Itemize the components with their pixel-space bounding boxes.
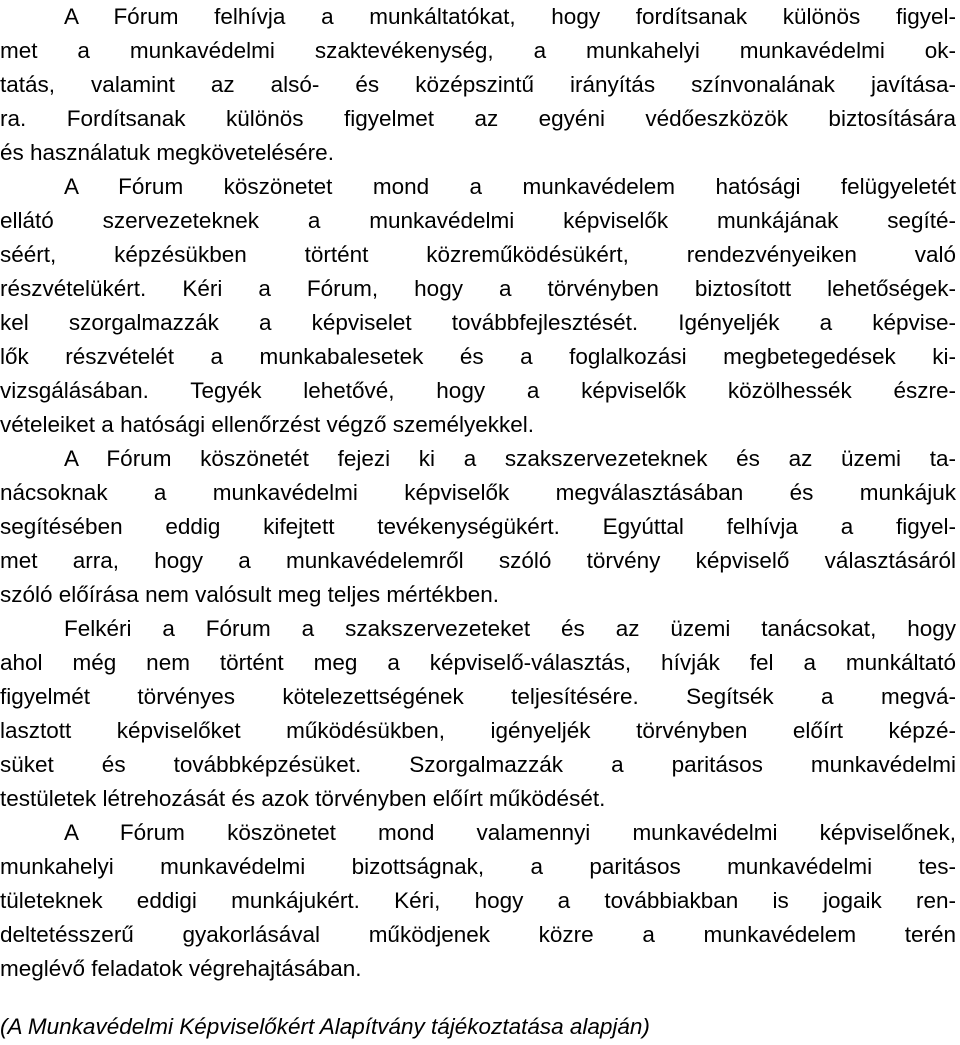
paragraph-4-line-1: Felkéri a Fórum a szakszervezeteket és az üzemi tanácsokat, hogy: [64, 616, 956, 641]
paragraph-1-line-2: met a munkavédelmi szaktevékenység, a munkahelyi munkavédelmi ok-: [0, 38, 956, 63]
paragraph-1-line-1: A Fórum felhívja a munkáltatókat, hogy fordítsanak különös figyel-: [64, 4, 956, 29]
paragraph-4-line-5: süket és továbbképzésüket. Szorgalmazzák a paritásos munkavédelmi: [0, 752, 956, 777]
paragraph-2-line-1: A Fórum köszönetet mond a munkavédelem hatósági felügyeletét: [64, 174, 956, 199]
paragraph-3-line-1: A Fórum köszönetét fejezi ki a szakszervezeteknek és az üzemi ta-: [64, 446, 956, 471]
paragraph-4-line-3: figyelmét törvényes kötelezettségének teljesítésére. Segítsék a megvá-: [0, 684, 956, 709]
paragraph-4-line-2: ahol még nem történt meg a képviselő-választás, hívják fel a munkáltató: [0, 650, 956, 675]
paragraph-2-line-5: kel szorgalmazzák a képviselet továbbfejlesztését. Igényeljék a képvise-: [0, 310, 956, 335]
paragraph-1-line-3: tatás, valamint az alsó- és középszintű irányítás színvonalának javítása-: [0, 72, 956, 97]
paragraph-1-line-4: ra. Fordítsanak különös figyelmet az egyéni védőeszközök biztosítására: [0, 106, 956, 131]
paragraph-3-line-3: segítésében eddig kifejtett tevékenységükért. Egyúttal felhívja a figyel-: [0, 514, 956, 539]
paragraph-2-line-6: lők részvételét a munkabalesetek és a foglalkozási megbetegedések ki-: [0, 344, 956, 369]
paragraph-2-line-8: vételeiket a hatósági ellenőrzést végző személyekkel.: [0, 412, 535, 437]
paragraph-2-line-4: részvételükért. Kéri a Fórum, hogy a törvényben biztosított lehetőségek-: [0, 276, 956, 301]
paragraph-4-line-4: lasztott képviselőket működésükben, igényeljék törvényben előírt képzé-: [0, 718, 956, 743]
paragraph-3-line-4: met arra, hogy a munkavédelemről szóló törvény képviselő választásáról: [0, 548, 956, 573]
paragraph-2-line-2: ellátó szervezeteknek a munkavédelmi képviselők munkájának segíté-: [0, 208, 956, 233]
paragraph-3-line-5: szóló előírása nem valósult meg teljes mértékben.: [0, 582, 499, 607]
paragraph-1-line-5: és használatuk megkövetelésére.: [0, 140, 334, 165]
paragraph-2-line-3: séért, képzésükben történt közreműködésükért, rendezvényeiken való: [0, 242, 956, 267]
source-attribution: (A Munkavédelmi Képviselőkért Alapítvány tájékoztatása alapján): [0, 1014, 650, 1039]
paragraph-4-line-6: testületek létrehozását és azok törvényben előírt működését.: [0, 786, 606, 811]
paragraph-5-line-1: A Fórum köszönetet mond valamennyi munkavédelmi képviselőnek,: [64, 820, 956, 845]
paragraph-5-line-5: meglévő feladatok végrehajtásában.: [0, 956, 362, 981]
paragraph-2-line-7: vizsgálásában. Tegyék lehetővé, hogy a képviselők közölhessék észre-: [0, 378, 956, 403]
paragraph-3-line-2: nácsoknak a munkavédelmi képviselők megválasztásában és munkájuk: [0, 480, 956, 505]
paragraph-5-line-3: tületeknek eddigi munkájukért. Kéri, hogy a továbbiakban is jogaik ren-: [0, 888, 956, 913]
paragraph-5-line-2: munkahelyi munkavédelmi bizottságnak, a paritásos munkavédelmi tes-: [0, 854, 956, 879]
paragraph-5-line-4: deltetésszerű gyakorlásával működjenek közre a munkavédelem terén: [0, 922, 956, 947]
